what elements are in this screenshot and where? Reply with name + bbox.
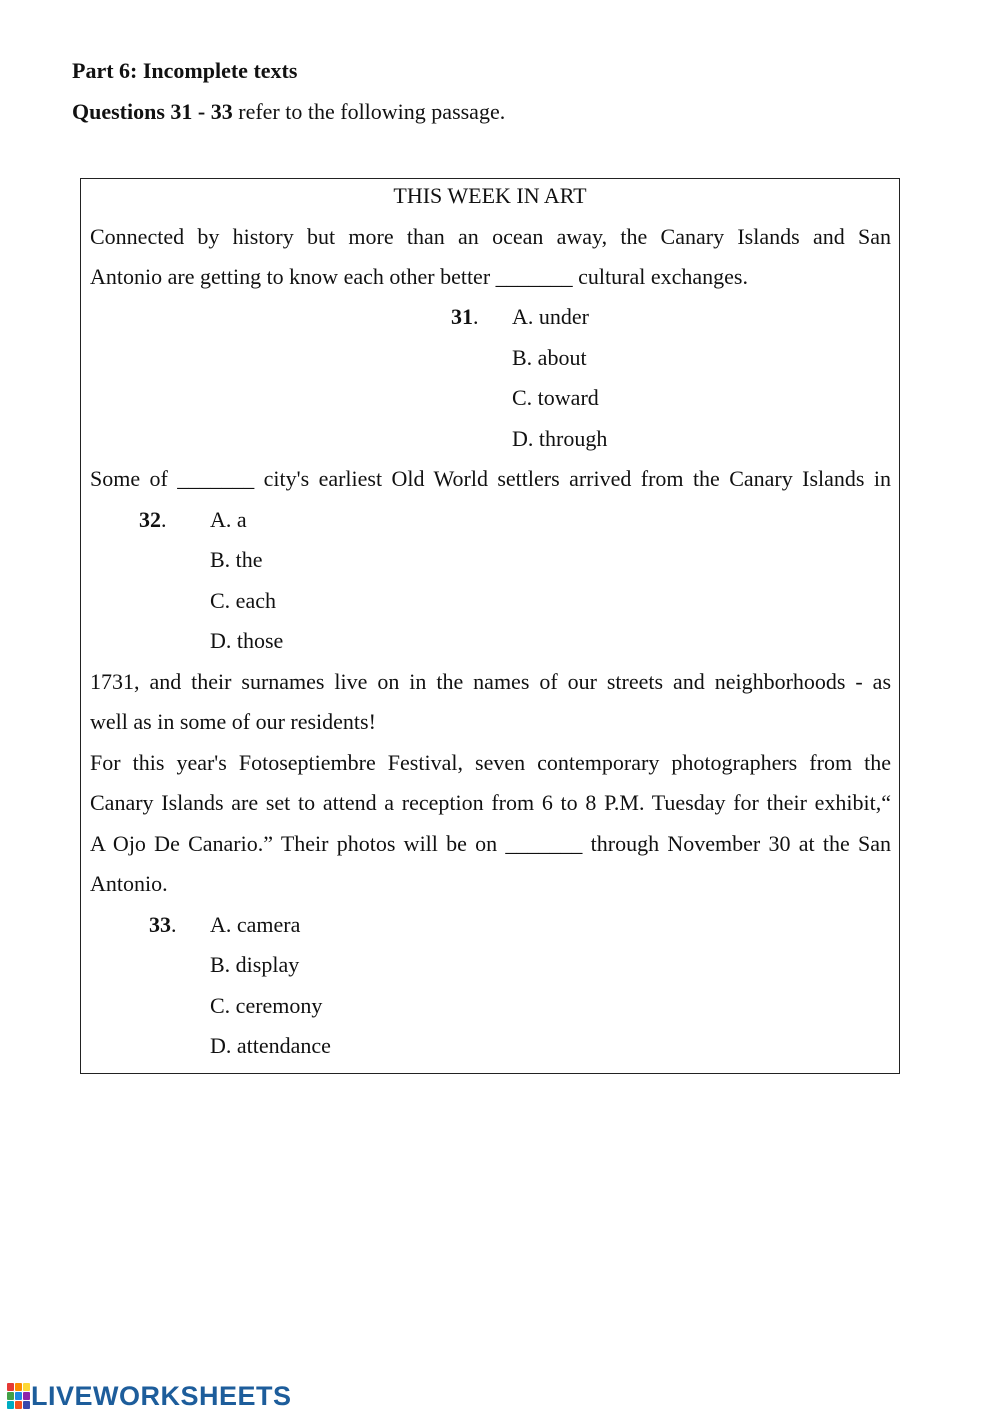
logo-square bbox=[15, 1392, 22, 1400]
passage-line: Some of _______ city's earliest Old World settlers arrived from the Canary Islands in bbox=[90, 466, 891, 491]
question-31-option-a[interactable]: A. under bbox=[512, 304, 589, 329]
question-32-option-b[interactable]: B. the bbox=[210, 547, 263, 572]
passage-line: well as in some of our residents! bbox=[90, 709, 376, 734]
logo-square bbox=[23, 1383, 30, 1391]
passage-line: Antonio. bbox=[90, 871, 168, 896]
question-31-option-b[interactable]: B. about bbox=[512, 345, 587, 370]
question-32-option-a[interactable]: A. a bbox=[210, 507, 247, 532]
passage-line: Canary Islands are set to attend a reception from 6 to 8 P.M. Tuesday for their exhibit,“ bbox=[90, 790, 891, 815]
logo-square bbox=[15, 1401, 22, 1409]
question-33-option-b[interactable]: B. display bbox=[210, 952, 300, 977]
passage-line: For this year's Fotoseptiembre Festival, seven contemporary photographers from the bbox=[90, 750, 891, 775]
question-32-option-c[interactable]: C. each bbox=[210, 588, 276, 613]
passage-title: THIS WEEK IN ART bbox=[393, 183, 587, 208]
logo-text: LIVEWORKSHEETS bbox=[31, 1380, 292, 1411]
part-heading: Part 6: Incomplete texts bbox=[72, 58, 298, 83]
question-31-option-c[interactable]: C. toward bbox=[512, 385, 599, 410]
liveworksheets-logo bbox=[7, 1380, 292, 1412]
logo-square bbox=[15, 1383, 22, 1391]
question-33-option-a[interactable]: A. camera bbox=[210, 912, 301, 937]
questions-intro-text: refer to the following passage. bbox=[232, 99, 506, 124]
passage-box bbox=[80, 178, 900, 1074]
passage-line: A Ojo De Canario.” Their photos will be on _______ through November 30 at the San bbox=[90, 831, 891, 856]
logo-square bbox=[7, 1383, 14, 1391]
logo-grid-icon bbox=[7, 1383, 29, 1409]
question-number-33: 33. bbox=[149, 912, 177, 937]
questions-range: Questions 31 - 33 bbox=[72, 99, 233, 124]
logo-square bbox=[23, 1401, 30, 1409]
passage-line: 1731, and their surnames live on in the names of our streets and neighborhoods - as bbox=[90, 669, 891, 694]
question-number-32: 32. bbox=[139, 507, 167, 532]
question-32-option-d[interactable]: D. those bbox=[210, 628, 284, 653]
question-33-option-d[interactable]: D. attendance bbox=[210, 1033, 331, 1058]
question-33-option-c[interactable]: C. ceremony bbox=[210, 993, 323, 1018]
logo-square bbox=[7, 1392, 14, 1400]
questions-intro bbox=[72, 98, 505, 126]
question-number-31: 31. bbox=[451, 304, 479, 329]
logo-square bbox=[7, 1401, 14, 1409]
question-31-option-d[interactable]: D. through bbox=[512, 426, 608, 451]
passage-line: Antonio are getting to know each other better _______ cultural exchanges. bbox=[90, 264, 748, 289]
passage-line: Connected by history but more than an ocean away, the Canary Islands and San bbox=[90, 224, 891, 249]
logo-square bbox=[23, 1392, 30, 1400]
